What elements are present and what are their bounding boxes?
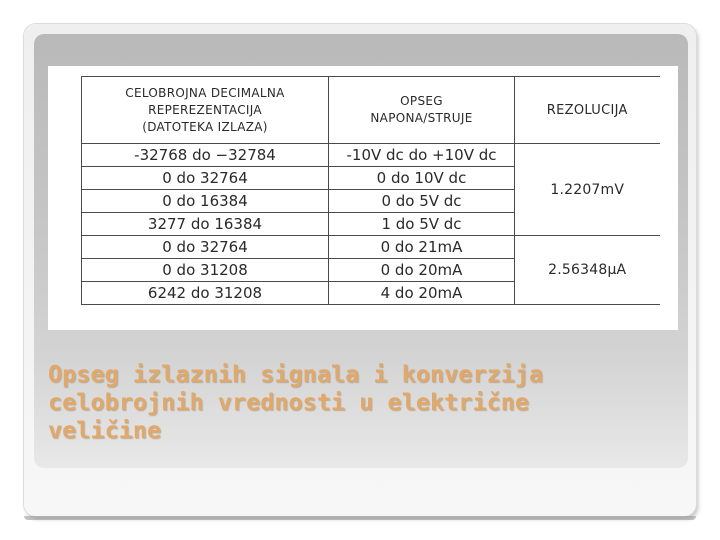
cell-integer-range: 0 do 32764 (82, 236, 329, 259)
cell-current-resolution: 2.56348µA (515, 236, 660, 305)
cell-integer-range: -32768 do −32784 (82, 144, 329, 167)
cell-voltage-resolution: 1.2207mV (515, 144, 660, 236)
slide-title (48, 360, 688, 444)
cell-integer-range: 3277 do 16384 (82, 213, 329, 236)
cell-signal-range: -10V dc do +10V dc (329, 144, 515, 167)
header-voltage-current-range: OPSEG NAPONA/STRUJE (329, 77, 515, 144)
slide-title-line: Opseg izlaznih signala i konverzija (48, 360, 544, 388)
header-integer-representation: CELOBROJNA DECIMALNA REPEREZENTACIJA (DATOTEKA IZLAZA) (82, 77, 329, 144)
cell-integer-range: 0 do 31208 (82, 259, 329, 282)
table-header-row (82, 77, 660, 144)
cell-integer-range: 0 do 32764 (82, 167, 329, 190)
table-row (82, 236, 660, 259)
header-resolution: REZOLUCIJA (515, 77, 660, 144)
cell-integer-range: 6242 do 31208 (82, 282, 329, 305)
table-row (82, 144, 660, 167)
cell-integer-range: 0 do 16384 (82, 190, 329, 213)
cell-signal-range: 0 do 10V dc (329, 167, 515, 190)
cell-signal-range: 4 do 20mA (329, 282, 515, 305)
cell-signal-range: 0 do 21mA (329, 236, 515, 259)
table-image (48, 66, 678, 330)
slide-title-line: veličine (48, 416, 162, 444)
cell-signal-range: 0 do 20mA (329, 259, 515, 282)
slide-title-line: celobrojnih vrednosti u električne (48, 388, 530, 416)
cell-signal-range: 0 do 5V dc (329, 190, 515, 213)
cell-signal-range: 1 do 5V dc (329, 213, 515, 236)
conversion-table (81, 76, 660, 305)
